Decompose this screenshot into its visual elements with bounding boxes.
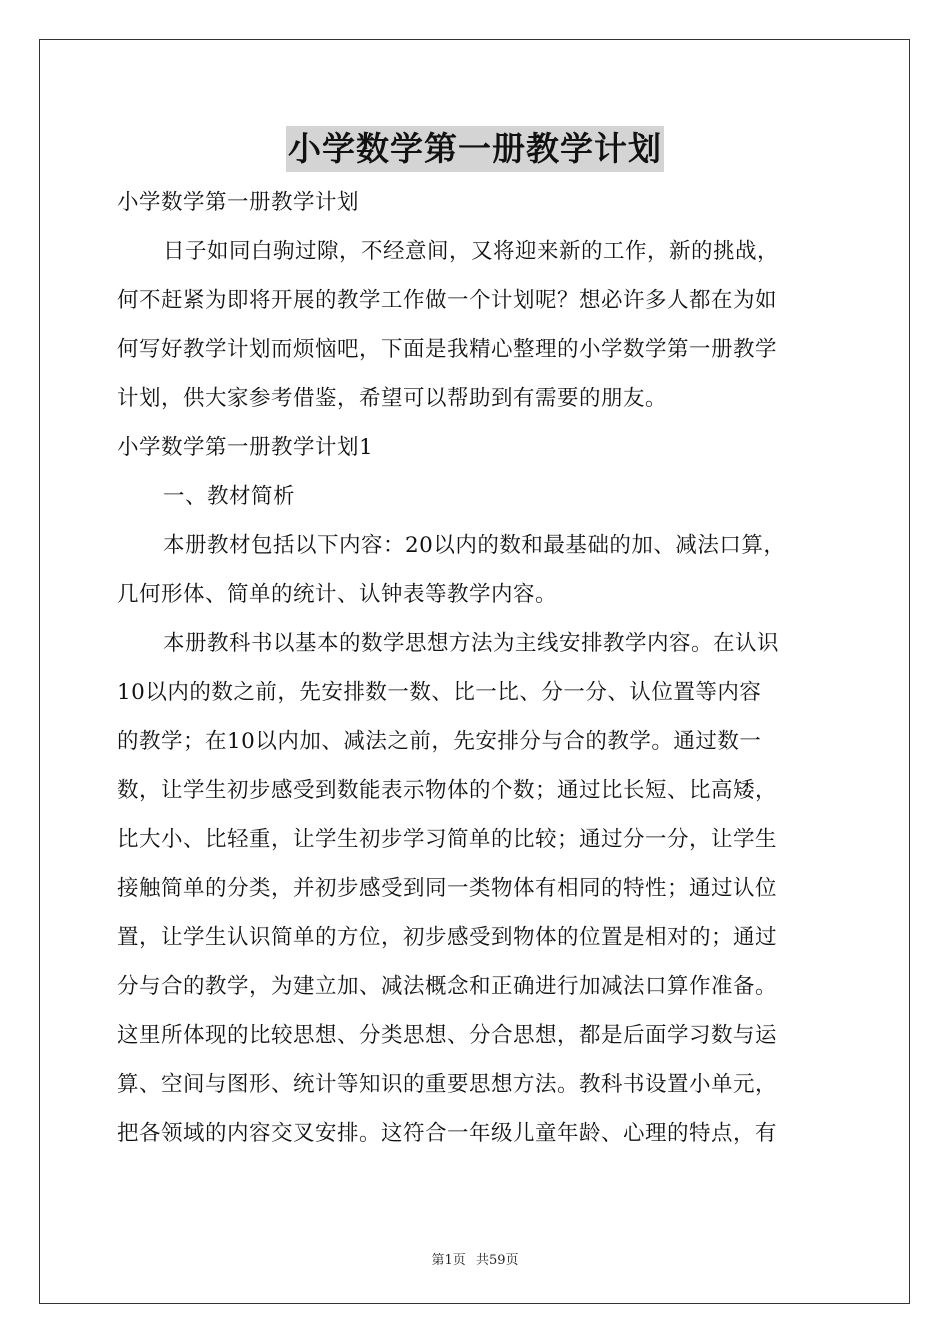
paragraph-line: 比大小、比轻重，让学生初步学习简单的比较；通过分一分，让学生 [117, 827, 778, 852]
document-title: 小学数学第一册教学计划 [286, 126, 664, 172]
paragraph-line: 数，让学生初步感受到数能表示物体的个数；通过比长短、比高矮， [117, 778, 778, 803]
paragraph-line: 几何形体、简单的统计、认钟表等教学内容。 [117, 582, 558, 607]
paragraph-line: 这里所体现的比较思想、分类思想、分合思想，都是后面学习数与运 [117, 1023, 778, 1048]
title-container [0, 126, 950, 172]
paragraph-line: 10以内的数之前，先安排数一数、比一比、分一分、认位置等内容 [117, 680, 762, 705]
paragraph-line: 把各领域的内容交叉安排。这符合一年级儿童年龄、心理的特点，有 [117, 1121, 778, 1146]
paragraph-line: 本册教科书以基本的数学思想方法为主线安排教学内容。在认识 [163, 631, 780, 656]
paragraph-line: 本册教材包括以下内容：20以内的数和最基础的加、减法口算， [163, 533, 786, 558]
paragraph-line: 分与合的教学，为建立加、减法概念和正确进行加减法口算作准备。 [117, 974, 778, 999]
paragraph-line: 接触简单的分类，并初步感受到同一类物体有相同的特性；通过认位 [117, 876, 778, 901]
paragraph-line: 计划，供大家参考借鉴，希望可以帮助到有需要的朋友。 [117, 386, 668, 411]
subsection-heading: 一、教材简析 [163, 484, 296, 509]
total-pages: 共59页 [475, 1253, 519, 1268]
page-footer [0, 1249, 950, 1268]
subtitle-line: 小学数学第一册教学计划 [117, 190, 360, 215]
paragraph-line: 置，让学生认识简单的方位，初步感受到物体的位置是相对的；通过 [117, 925, 778, 950]
paragraph-line: 日子如同白驹过隙，不经意间，又将迎来新的工作，新的挑战， [163, 239, 780, 264]
paragraph-line: 何不赶紧为即将开展的教学工作做一个计划呢？想必许多人都在为如 [117, 288, 778, 313]
paragraph-line: 的教学；在10以内加、减法之前，先安排分与合的教学。通过数一 [117, 729, 762, 754]
document-body [117, 178, 837, 1158]
page-number: 第1页 [431, 1253, 466, 1268]
section-heading: 小学数学第一册教学计划1 [117, 435, 374, 460]
paragraph-line: 何写好教学计划而烦恼吧，下面是我精心整理的小学数学第一册教学 [117, 337, 778, 362]
paragraph-line: 算、空间与图形、统计等知识的重要思想方法。教科书设置小单元， [117, 1072, 778, 1097]
